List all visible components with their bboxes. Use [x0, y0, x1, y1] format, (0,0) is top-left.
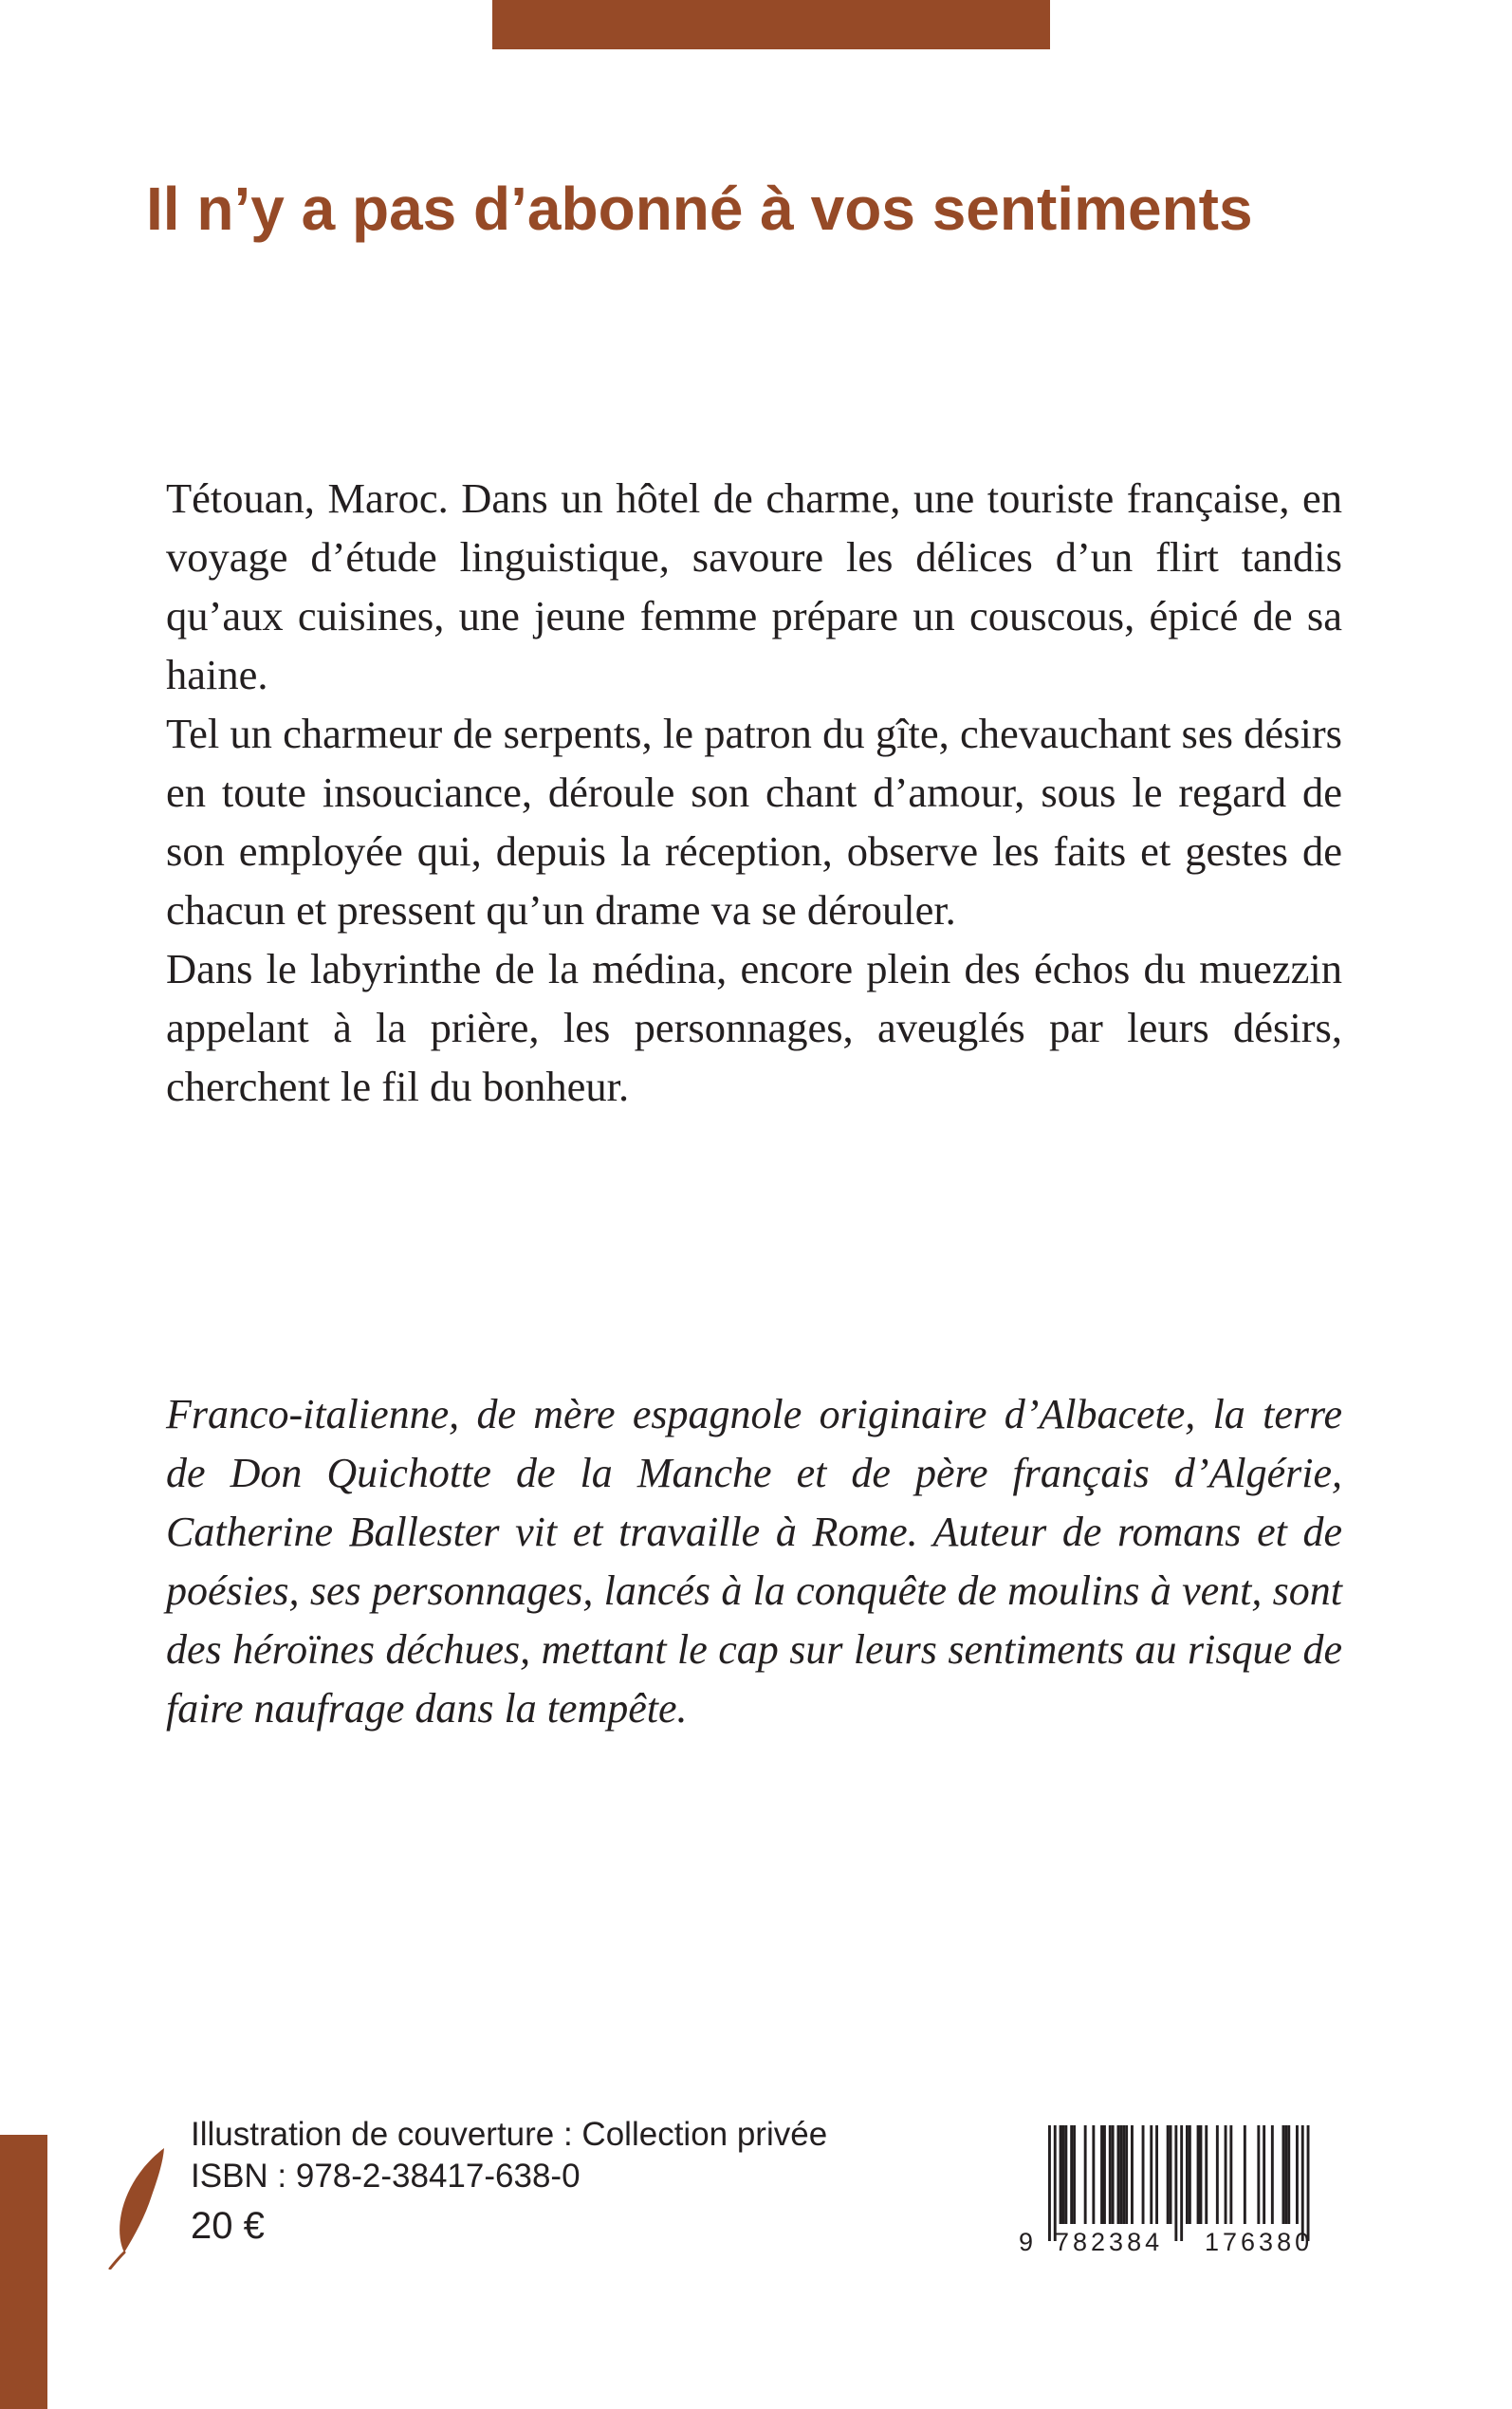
- synopsis-paragraph: Dans le labyrinthe de la médina, encore plein des échos du muezzin appelant à la prière, les personnages, aveuglés par leurs désirs, cherchent le fil du bonheur.: [166, 945, 1342, 1110]
- barcode-digit-first: 9: [1019, 2228, 1034, 2256]
- barcode-bar: [1084, 2125, 1087, 2224]
- barcode-bar: [1155, 2125, 1158, 2224]
- barcode-bar: [1119, 2125, 1122, 2224]
- book-title: Il n’y a pas d’abonné à vos sentiments: [146, 175, 1253, 243]
- barcode-bar: [1073, 2125, 1076, 2224]
- barcode-bar: [1296, 2125, 1299, 2224]
- barcode-bar: [1092, 2125, 1095, 2224]
- barcode-bar: [1109, 2125, 1112, 2224]
- barcode-bar: [1301, 2125, 1304, 2241]
- barcode-group-left: 782384: [1055, 2228, 1164, 2256]
- barcode-bar: [1100, 2125, 1103, 2224]
- barcode-bar: [1244, 2125, 1246, 2224]
- barcode-group-right: 176380: [1205, 2228, 1314, 2256]
- barcode-bar: [1186, 2125, 1189, 2224]
- barcode-bar: [1257, 2125, 1260, 2224]
- feather-icon: [106, 2146, 167, 2270]
- barcode-bar: [1205, 2125, 1208, 2224]
- credits-block: [191, 2114, 827, 2252]
- barcode-bar: [1103, 2125, 1106, 2224]
- top-accent-bar: [492, 0, 1050, 49]
- barcode-bar: [1117, 2125, 1120, 2224]
- barcode-bar: [1229, 2125, 1232, 2224]
- barcode-bar: [1200, 2125, 1203, 2224]
- barcode-bar: [1131, 2125, 1134, 2224]
- barcode-bar: [1282, 2125, 1285, 2224]
- author-bio: Franco-italienne, de mère espagnole originaire d’Albacete, la terre de Don Quichotte de la Manche et de père français d’Algérie, Catherine Ballester vit et travaille à Rome. Auteur de romans et de poésies, ses personnages, lancés à la conquête de moulins à vent, sont des héroïnes déchues, mettant le cap sur leurs sentiments au risque de faire naufrage dans la tempête.: [166, 1391, 1342, 1732]
- barcode-bar: [1150, 2125, 1152, 2224]
- barcode-bar: [1125, 2125, 1128, 2224]
- barcode-bar: [1064, 2125, 1067, 2224]
- barcode-bar: [1263, 2125, 1265, 2224]
- barcode-bar: [1167, 2125, 1170, 2224]
- barcode-bar: [1180, 2125, 1183, 2241]
- barcode-bar: [1197, 2125, 1200, 2224]
- synopsis-paragraph: Tel un charmeur de serpents, le patron du gîte, chevauchant ses désirs en toute insouciance, déroule son chant d’amour, sous le regard de son employée qui, depuis la réception, observe les faits et gestes de chacun et pressent qu’un drame va se dérouler.: [166, 710, 1342, 934]
- barcode-bar: [1189, 2125, 1191, 2224]
- illustration-credit: Illustration de couverture : Collection privée: [191, 2116, 828, 2153]
- barcode-bar: [1070, 2125, 1073, 2224]
- barcode-bar: [1122, 2125, 1125, 2224]
- barcode-bar: [1170, 2125, 1172, 2224]
- barcode-bar: [1054, 2125, 1057, 2241]
- barcode-bar: [1287, 2125, 1290, 2224]
- price-text: 20 €: [191, 2205, 265, 2247]
- synopsis: [166, 469, 1342, 1116]
- barcode-bar: [1048, 2125, 1051, 2241]
- barcode-bar: [1284, 2125, 1287, 2224]
- isbn-text: ISBN : 978-2-38417-638-0: [191, 2158, 581, 2195]
- barcode: [1017, 2123, 1339, 2280]
- barcode-bar: [1271, 2125, 1274, 2224]
- barcode-bar: [1142, 2125, 1145, 2224]
- side-accent-bar: [0, 2135, 47, 2409]
- synopsis-paragraph: Tétouan, Maroc. Dans un hôtel de charme, une touriste française, en voyage d’étude linguistique, savoure les délices d’un flirt tandis qu’aux cuisines, une jeune femme prépare un couscous, épicé de sa haine.: [166, 474, 1342, 698]
- barcode-bar: [1062, 2125, 1065, 2224]
- barcode-bar: [1112, 2125, 1115, 2224]
- barcode-bar: [1307, 2125, 1310, 2241]
- barcode-bar: [1216, 2125, 1219, 2224]
- barcode-bar: [1225, 2125, 1227, 2224]
- barcode-bar: [1060, 2125, 1062, 2224]
- barcode-bar: [1174, 2125, 1177, 2241]
